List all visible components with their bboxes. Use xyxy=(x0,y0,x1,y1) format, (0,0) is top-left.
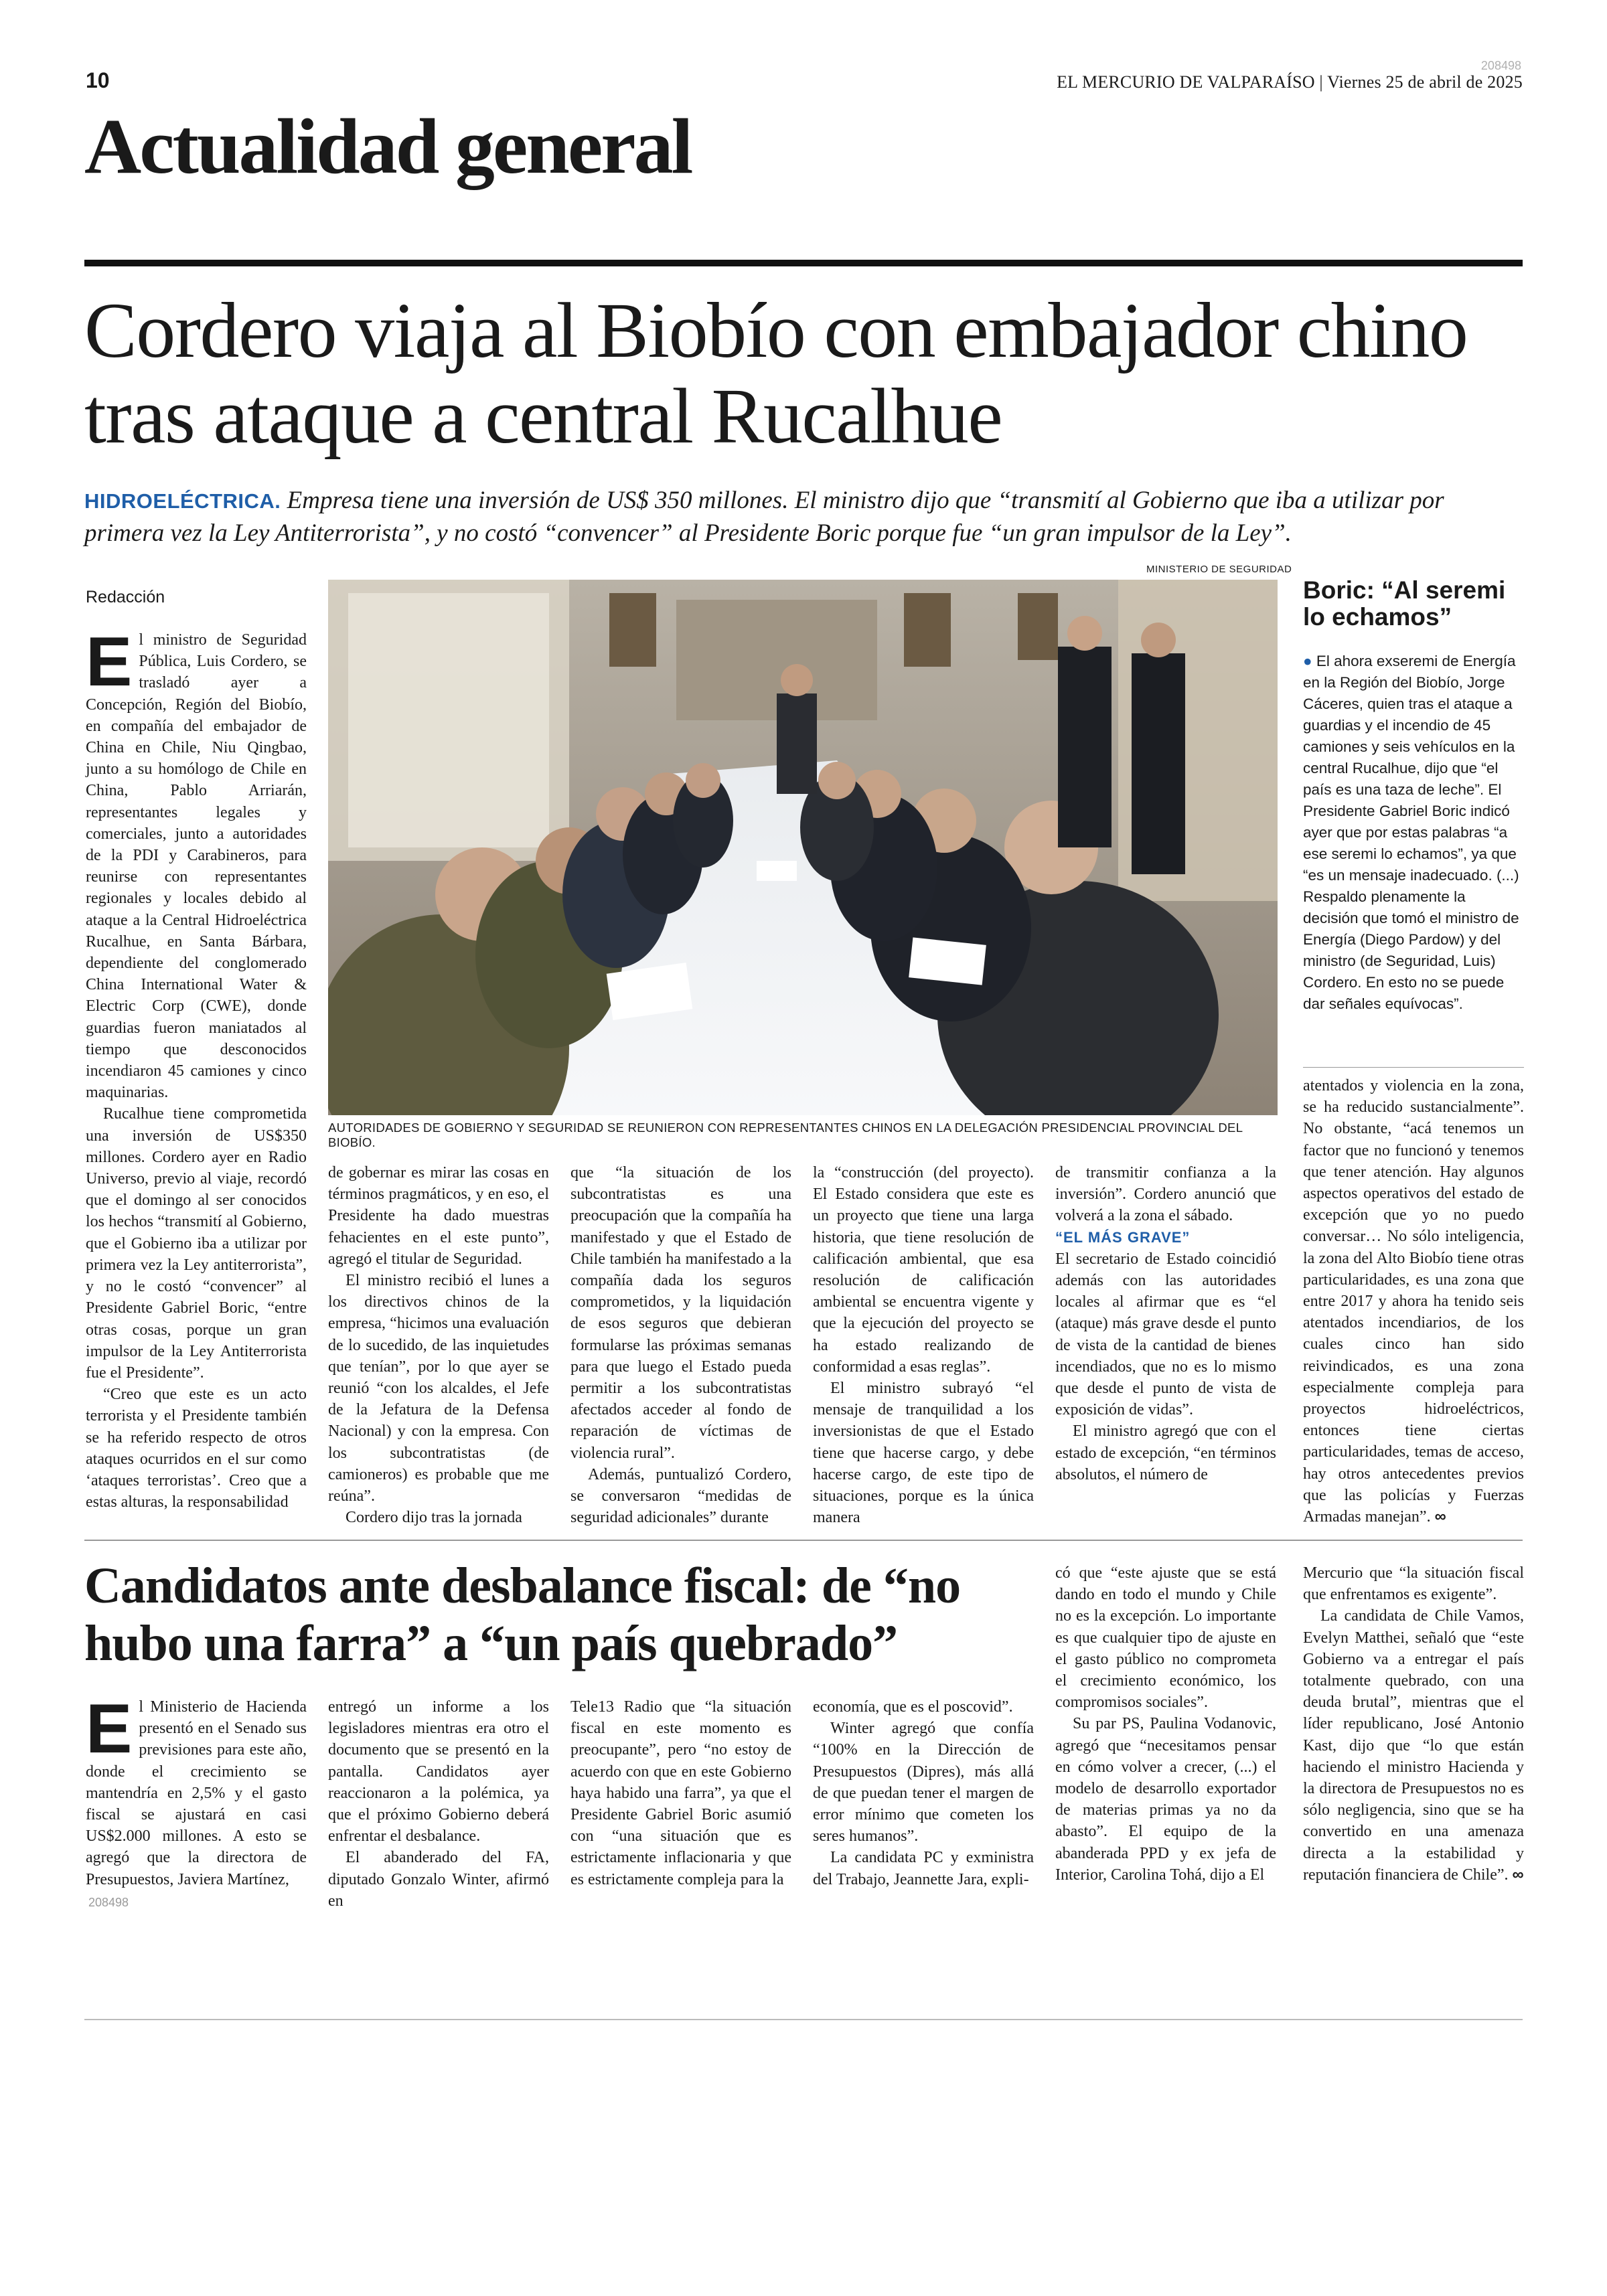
story2-column-5 xyxy=(1055,1562,1276,1886)
story1-byline: Redacción xyxy=(86,588,165,606)
story1-paragraph: Rucalhue tiene comprometida una inversión de US$350 millones. Cordero ayer en Radio Universo, previo al viaje, recordó que el domingo al ser conocidos los hechos “transmití al Gobierno, que el Gobierno iba a utilizar por primera vez la Ley antiterrorista”, y no le costó “convencer” al Presidente Gabriel Boric, “entre otras cosas, porque un gran impulsor de la Ley Antiterrorista fue el Presidente”. xyxy=(86,1105,307,1382)
story1-paragraph: la “construcción (del proyecto). El Estado considera que este es un proyecto que tiene una larga historia, que tiene resolución de calificación ambiental, que esa resolución de calificación ambiental se encuentra vigente y que la ejecución del proyecto se ha estado realizando de conformidad a esas reglas”. xyxy=(813,1164,1034,1376)
story1-deck-text: Empresa tiene una inversión de US$ 350 millones. El ministro dijo que “transmití al Gobierno que iba a utilizar por primera vez la Ley Antiterrorista”, y no costó “convencer” al Presidente Boric porque fue “un gran impulsor de la Ley”. xyxy=(84,487,1444,547)
story1-paragraph: Cordero dijo tras la jornada xyxy=(346,1509,522,1527)
story2-column-6 xyxy=(1303,1562,1524,1886)
story1-paragraph: de gobernar es mirar las cosas en términos pragmáticos, y en eso, el Presidente ha dado muestras fehacientes en el este punto”, agregó el titular de Seguridad. xyxy=(328,1164,549,1268)
paragraph-text: l Ministerio de Hacienda presentó en el Senado sus previsiones para este año, donde el crecimiento se mantendría en 2,5% y el gasto fiscal se ajustará en casi US$2.000 millones. A esto se agregó que la directora de Presupuestos, Javiera Martínez, xyxy=(86,1698,307,1888)
photo-credit: MINISTERIO DE SEGURIDAD xyxy=(1146,564,1292,575)
story2-paragraph: La candidata PC y exministra del Trabajo, Jeannette Jara, expli- xyxy=(813,1849,1034,1888)
story2-column-3 xyxy=(570,1696,791,1890)
section-title: Actualidad general xyxy=(84,102,692,190)
story1-paragraph xyxy=(1303,1075,1524,1528)
story1-headline: Cordero viaja al Biobío con embajador chino tras ataque a central Rucalhue xyxy=(84,286,1468,460)
story2-paragraph xyxy=(86,1690,307,1890)
story1-paragraph: que “la situación de los subcontratistas es una preocupación que la compañía ha manifestado y que el Estado de Chile también ha manifestado a la compañía dada los seguros comprometidos, y la liquidación de esos seguros que debieran formularse las próximas semanas para que luego el Estado pueda permitir a los subcontratistas afectados acceder al fondo de reparación de víctimas de violencia rural”. xyxy=(570,1164,791,1462)
story2-paragraph xyxy=(1303,1605,1524,1886)
story1-paragraph: de transmitir confianza a la inversión”. Cordero anunció que volverá a la zona el sábado. xyxy=(1055,1164,1276,1225)
story2-paragraph: entregó un informe a los legisladores mientras era otro el documento que se presentó en la pantalla. Candidatos ayer reaccionaron a la polémica, ya que el próximo Gobierno deberá enfrentar el desbalance. xyxy=(328,1698,549,1846)
bullet-icon: ● xyxy=(1303,653,1312,669)
story1-column-5 xyxy=(1055,1162,1276,1485)
end-mark-icon: ∞ xyxy=(1434,1507,1446,1526)
story2-paragraph: Mercurio que “la situación fiscal que enfrentamos es exigente”. xyxy=(1303,1564,1524,1604)
story1-paragraph: “Creo que este es un acto terrorista y el Presidente también se ha referido respecto de otros ataques ocurridos en el sur como ‘ataques terroristas’. Creo que a estas alturas, la responsabilidad xyxy=(86,1386,307,1511)
stamp-top: 208498 xyxy=(1480,59,1521,72)
end-mark-icon: ∞ xyxy=(1512,1865,1524,1884)
sidebar-body xyxy=(1303,651,1524,1015)
story2-paragraph: El abanderado del FA, diputado Gonzalo Winter, afirmó en xyxy=(328,1849,549,1910)
story1-paragraph: El ministro agregó que con el estado de excepción, “en términos absolutos, el número de xyxy=(1055,1422,1276,1483)
story1-paragraph xyxy=(86,623,307,1103)
story1-kicker: HIDROELÉCTRICA. xyxy=(84,489,281,513)
paragraph-text: La candidata de Chile Vamos, Evelyn Matthei, señaló que “este Gobierno va a entregar el país totalmente quebrado, con una deuda brutal”, mientras que el líder republicano, José Antonio Kast, dijo que “lo que están haciendo el ministro Hacienda y la directora de Presupuestos no es sólo negligencia, sino que se ha convertido en una amenaza directa a la estabilidad y reputación financiera de Chile”. xyxy=(1303,1607,1524,1884)
masthead: EL MERCURIO DE VALPARAÍSO | Viernes 25 de abril de 2025 xyxy=(1057,72,1523,92)
story2-paragraph: Su par PS, Paulina Vodanovic, agregó que “necesitamos pensar en cómo volver a crecer, (...) el modelo de desarrollo exportador de materias primas ya no da abasto”. El equipo de la abanderada PPD y ex jefa de Interior, Carolina Tohá, dijo a El xyxy=(1055,1715,1276,1884)
section-rule xyxy=(84,260,1523,266)
story2-paragraph: economía, que es el poscovid”. xyxy=(813,1698,1013,1716)
bottom-rule xyxy=(84,2019,1523,2020)
story2-column-2 xyxy=(328,1696,549,1912)
story1-column-1 xyxy=(86,623,307,1513)
meeting-photo-illustration xyxy=(328,580,1278,1115)
paragraph-text: atentados y violencia en la zona, se ha reducido sustancialmente”. No obstante, “acá tenemos un factor que no funcionó y tenemos que tener atención. Hay algunos aspectos operativos del estado de excepción que yo no puedo conversar… No sólo inteligencia, la zona del Alto Biobío tiene otras particularidades, es una zona que entre 2017 y ahora ha tenido seis atentados incendiarios, de los cuales cinco han sido reivindicados, es una zona especialmente compleja para proyectos hidroeléctricos, entonces tiene ciertas particularidades, temas de acceso, hay otros antecedentes previos que las policías y Fuerzas Armadas manejan”. xyxy=(1303,1077,1524,1526)
story1-column-6 xyxy=(1303,1075,1524,1528)
dropcap: E xyxy=(86,1690,133,1768)
story1-column-2 xyxy=(328,1162,549,1528)
story1-column-4 xyxy=(813,1162,1034,1528)
story2-paragraph: Tele13 Radio que “la situación fiscal en este momento es preocupante”, pero “no estoy de acuerdo con que en este Gobierno haya habido una farra”, ya que el Presidente Gabriel Boric asumió con “una situación que es estrictamente inflacionaria y que es estrictamente compleja para la xyxy=(570,1698,791,1888)
story1-paragraph: Además, puntualizó Cordero, se conversaron “medidas de seguridad adicionales” durante xyxy=(570,1465,791,1527)
story1-paragraph: El ministro recibió el lunes a los directivos chinos de la empresa, “hicimos una evaluación de lo sucedido, de las inquietudes que tenían”, por lo que ayer se reunió “con los alcaldes, el Jefe de la Jefatura de la Defensa Nacional) y con la empresa. Con los subcontratistas (de camioneros) es probable que me reúna”. xyxy=(328,1272,549,1505)
story2-paragraph: Winter agregó que confía “100% en la Dirección de Presupuestos (Dipres), más allá de que puedan tener el margen de error mínimo que cometen los seres humanos”. xyxy=(813,1720,1034,1846)
sidebar-divider xyxy=(1303,1067,1524,1068)
story2-column-1 xyxy=(86,1690,307,1890)
story2-headline: Candidatos ante desbalance fiscal: de “no hubo una farra” a “un país quebrado” xyxy=(84,1558,961,1671)
sidebar-title: Boric: “Al seremi lo echamos” xyxy=(1303,576,1506,631)
stamp-bottom: 208498 xyxy=(88,1896,129,1909)
story1-paragraph: El secretario de Estado coincidió además con las autoridades locales al afirmar que es “el (ataque) más grave desde el punto de vista de la cantidad de bienes incendiados, que no es lo mismo que desde el punto de vista de exposición de vidas”. xyxy=(1055,1250,1276,1419)
story1-deck xyxy=(84,485,1524,550)
story2-column-4 xyxy=(813,1696,1034,1890)
paragraph-text: l ministro de Seguridad Pública, Luis Cordero, se trasladó ayer a Concepción, Región del Biobío, en compañía del embajador de China en Chile, Niu Qingbao, junto a su homólogo de Chile en China, Pablo Arriarán, representantes legales y comerciales, junto a autoridades de la PDI y Carabineros, para reunirse con representantes regionales y locales debido al ataque a la Central Hidroeléctrica Rucalhue, en Santa Bárbara, dependiente del conglomerado China International Water & Electric Corp (CWE), donde guardias fueron maniatados al tiempo que desconocidos incendiaron 45 camiones y cinco maquinarias. xyxy=(86,631,307,1102)
photo-caption: AUTORIDADES DE GOBIERNO Y SEGURIDAD SE REUNIERON CON REPRESENTANTES CHINOS EN LA DELEGACIÓN PRESIDENCIAL PROVINCIAL DEL BIOBÍO. xyxy=(328,1121,1243,1149)
page-number: 10 xyxy=(86,68,110,92)
dropcap: E xyxy=(86,623,133,701)
sidebar-text: El ahora exseremi de Energía en la Región del Biobío, Jorge Cáceres, quien tras el ataque a guardias y el incendio de 45 camiones y seis vehículos en la central Rucalhue, dijo que “el país es una taza de leche”. El Presidente Gabriel Boric indicó ayer que por estas palabras “a ese seremi lo echamos”, ya que “es un mensaje inadecuado. (...) Respaldo plenamente la decisión que tomó el ministro de Energía (Diego Pardow) y del ministro (de Seguridad, Luis) Cordero. En esto no se puede dar señales equívocas”. xyxy=(1303,653,1519,1012)
story1-photo xyxy=(328,580,1278,1115)
story1-column-3 xyxy=(570,1162,791,1528)
story-divider xyxy=(84,1540,1523,1541)
story1-paragraph: El ministro subrayó “el mensaje de tranquilidad a los inversionistas de que el Estado tiene que hacerse cargo, y debe hacerse cargo, de este tipo de situaciones, porque es la única manera xyxy=(813,1380,1034,1527)
story1-subhead: “EL MÁS GRAVE” xyxy=(1055,1228,1191,1246)
story2-paragraph: có que “este ajuste que se está dando en todo el mundo y Chile no es la excepción. Lo importante es que cualquier tipo de ajuste en el gasto público no comprometa el crecimiento económico, los compromisos sociales”. xyxy=(1055,1564,1276,1712)
